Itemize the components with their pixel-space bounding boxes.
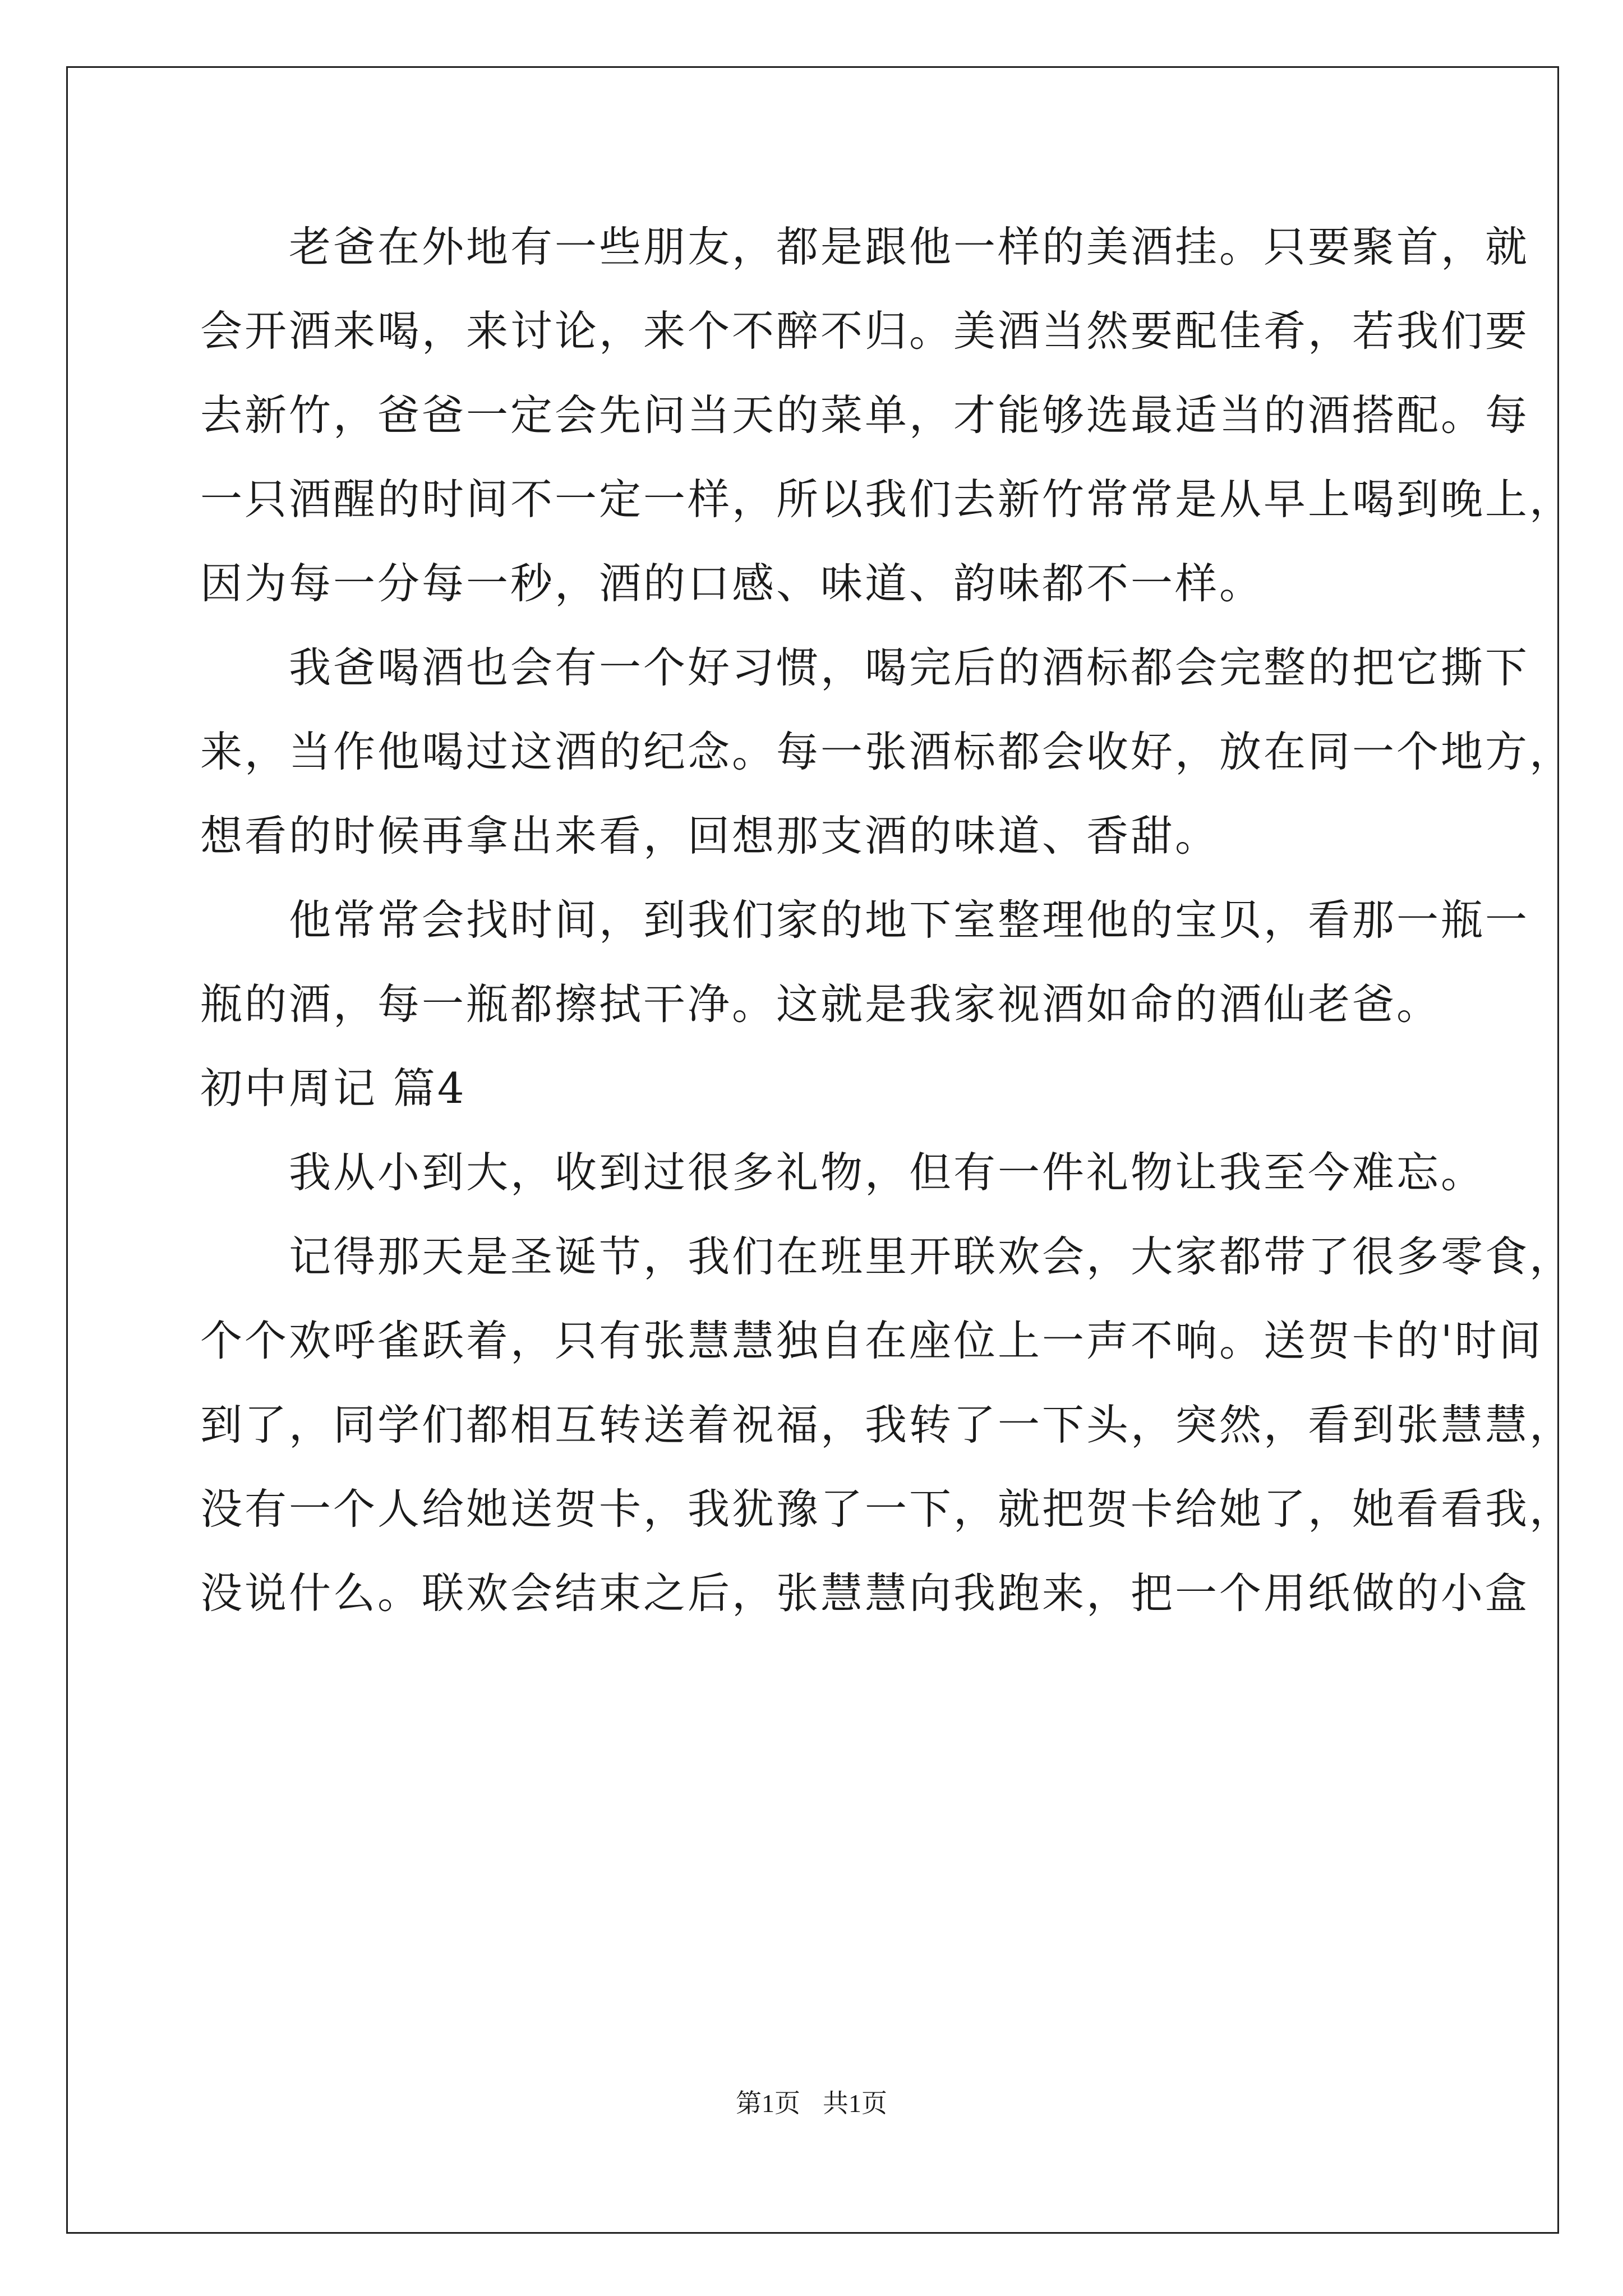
text-line: 想看的时候再拿出来看，回想那支酒的味道、香甜。 (200, 811, 1220, 861)
page-total: 共1页 (823, 2089, 887, 2118)
section-heading: 初中周记 篇4 (200, 1064, 467, 1113)
text-line: 我从小到大，收到过很多礼物，但有一件礼物让我至今难忘。 (200, 1148, 1486, 1197)
text-line: 记得那天是圣诞节，我们在班里开联欢会，大家都带了很多零食， (200, 1232, 1574, 1281)
text-line: 瓶的酒，每一瓶都擦拭干净。这就是我家视酒如命的酒仙老爸。 (200, 979, 1441, 1029)
page-number: 第1页 (736, 2089, 800, 2118)
text-line: 会开酒来喝，来讨论，来个不醉不归。美酒当然要配佳肴，若我们要 (200, 306, 1530, 356)
text-line: 因为每一分每一秒，酒的口感、味道、韵味都不一样。 (200, 559, 1264, 608)
text-line: 到了，同学们都相互转送着祝福，我转了一下头，突然，看到张慧慧， (200, 1400, 1574, 1450)
text-line: 他常常会找时间，到我们家的地下室整理他的宝贝，看那一瓶一 (200, 895, 1530, 945)
text-line: 个个欢呼雀跃着，只有张慧慧独自在座位上一声不响。送贺卡的'时间 (200, 1316, 1543, 1365)
text-line: 去新竹，爸爸一定会先问当天的菜单，才能够选最适当的酒搭配。每 (200, 390, 1530, 440)
text-line: 一只酒醒的时间不一定一样，所以我们去新竹常常是从早上喝到晚上， (200, 475, 1574, 524)
text-line: 来，当作他喝过这酒的纪念。每一张酒标都会收好，放在同一个地方， (200, 727, 1574, 776)
text-line: 没说什么。联欢会结束之后，张慧慧向我跑来，把一个用纸做的小盒 (200, 1568, 1530, 1618)
text-line: 老爸在外地有一些朋友，都是跟他一样的美酒挂。只要聚首，就 (200, 222, 1530, 272)
text-line: 没有一个人给她送贺卡，我犹豫了一下，就把贺卡给她了，她看看我， (200, 1484, 1574, 1534)
page-footer (0, 2087, 1623, 2120)
text-line: 我爸喝酒也会有一个好习惯，喝完后的酒标都会完整的把它撕下 (200, 643, 1530, 692)
